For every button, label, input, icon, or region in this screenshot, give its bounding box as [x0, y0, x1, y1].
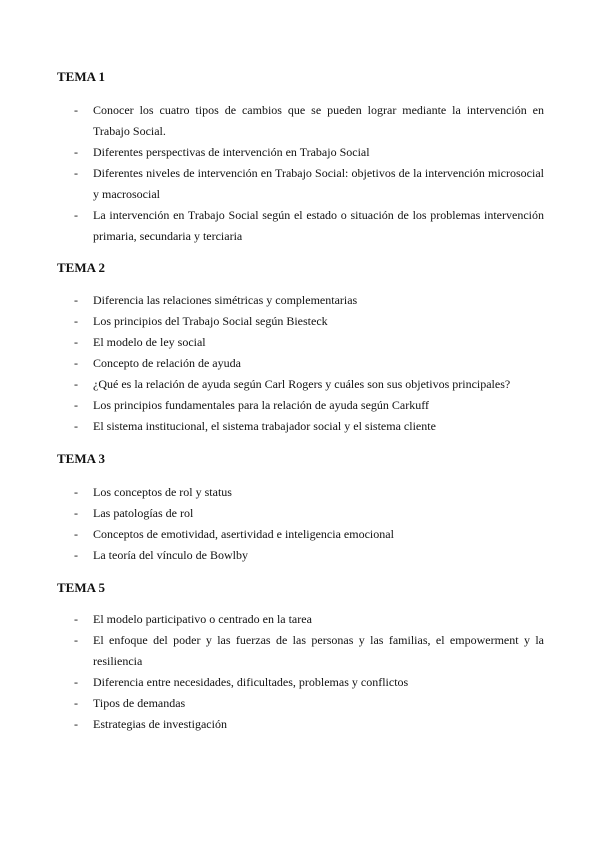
list-item-text: Diferencia entre necesidades, dificultades, problemas y conflictos	[93, 675, 409, 689]
list-item-text: Tipos de demandas	[93, 696, 186, 710]
list-item	[74, 205, 544, 247]
list-item	[74, 524, 544, 545]
list-item-text: Diferencia las relaciones simétricas y complementarias	[93, 293, 358, 307]
list-item	[74, 545, 544, 566]
bullet-dash: -	[74, 527, 78, 541]
bullet-dash: -	[74, 356, 78, 370]
list-item	[74, 290, 544, 311]
list-item	[74, 482, 544, 503]
section-title-tema-3: TEMA 3	[57, 451, 106, 466]
bullet-dash: -	[74, 166, 78, 180]
list-item-text: Los principios del Trabajo Social según Biesteck	[93, 314, 328, 328]
list-item	[74, 672, 544, 693]
list-item-text: Los conceptos de rol y status	[93, 485, 232, 499]
list-item-text: Conocer los cuatro tipos de cambios que se pueden lograr mediante la intervención en Trabajo Social.	[93, 103, 544, 138]
list-item-text: Estrategias de investigación	[93, 717, 227, 731]
list-item	[74, 630, 544, 672]
bullet-dash: -	[74, 675, 78, 689]
bullet-dash: -	[74, 485, 78, 499]
list-item-text: Conceptos de emotividad, asertividad e inteligencia emocional	[93, 527, 394, 541]
section-title-tema-2: TEMA 2	[57, 260, 106, 275]
bullet-dash: -	[74, 293, 78, 307]
bullet-dash: -	[74, 398, 78, 412]
list-item	[74, 311, 544, 332]
bullet-dash: -	[74, 633, 78, 647]
section-title-tema-1: TEMA 1	[57, 69, 106, 84]
list-item	[74, 609, 544, 630]
list-item-text: Diferentes perspectivas de intervención en Trabajo Social	[93, 145, 370, 159]
list-item	[74, 163, 544, 205]
bullet-dash: -	[74, 377, 78, 391]
list-item	[74, 693, 544, 714]
list-item	[74, 503, 544, 524]
bullet-dash: -	[74, 548, 78, 562]
list-item	[74, 416, 544, 437]
list-item	[74, 395, 544, 416]
bullet-dash: -	[74, 103, 78, 117]
list-item-text: Diferentes niveles de intervención en Trabajo Social: objetivos de la intervención microsocial y macrosocial	[93, 166, 544, 201]
list-item-text: ¿Qué es la relación de ayuda según Carl Rogers y cuáles son sus objetivos principales?	[93, 377, 511, 391]
list-item	[74, 100, 544, 142]
list-item-text: Los principios fundamentales para la relación de ayuda según Carkuff	[93, 398, 429, 412]
list-item	[74, 332, 544, 353]
list-item-text: La intervención en Trabajo Social según el estado o situación de los problemas intervención primaria, secundaria y terciaria	[93, 208, 544, 243]
bullet-dash: -	[74, 506, 78, 520]
list-item-text: El modelo participativo o centrado en la tarea	[93, 612, 312, 626]
list-item-text: Concepto de relación de ayuda	[93, 356, 241, 370]
bullet-dash: -	[74, 335, 78, 349]
list-item	[74, 714, 544, 735]
list-item	[74, 353, 544, 374]
list-item	[74, 142, 544, 163]
list-item-text: Las patologías de rol	[93, 506, 194, 520]
bullet-dash: -	[74, 208, 78, 222]
list-item-text: La teoría del vínculo de Bowlby	[93, 548, 248, 562]
bullet-dash: -	[74, 696, 78, 710]
list-item-text: El enfoque del poder y las fuerzas de las personas y las familias, el empowerment y la resiliencia	[93, 633, 544, 668]
list-item-text: El modelo de ley social	[93, 335, 206, 349]
bullet-dash: -	[74, 419, 78, 433]
list-item-text: El sistema institucional, el sistema trabajador social y el sistema cliente	[93, 419, 436, 433]
section-title-tema-5: TEMA 5	[57, 580, 106, 595]
bullet-dash: -	[74, 717, 78, 731]
list-item	[74, 374, 544, 395]
bullet-dash: -	[74, 314, 78, 328]
bullet-dash: -	[74, 612, 78, 626]
bullet-dash: -	[74, 145, 78, 159]
